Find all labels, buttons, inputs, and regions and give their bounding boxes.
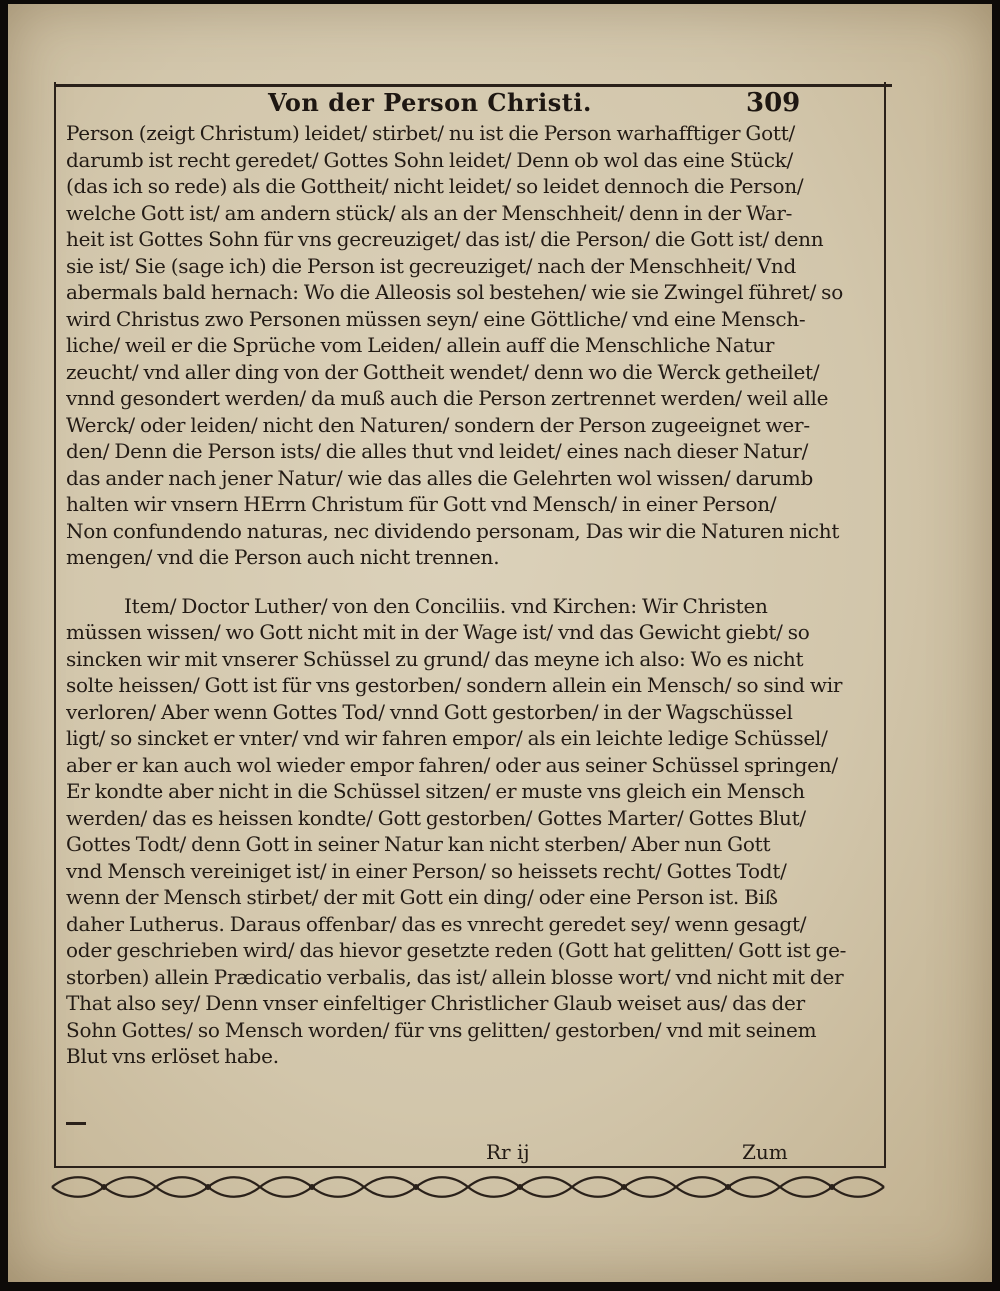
text-line: sie ist/ Sie (sage ich) die Person ist gecreuziget/ nach der Menschheit/ Vnd bbox=[66, 253, 797, 278]
text-line: ligt/ so sincket er vnter/ vnd wir fahren empor/ als ein leichte ledige Schüssel/ bbox=[66, 726, 828, 750]
text-line: den/ Denn die Person ists/ die alles thut vnd leidet/ eines nach dieser Natur/ bbox=[66, 439, 809, 463]
text-line: daher Lutherus. Daraus offenbar/ das es vnrecht geredet sey/ wenn gesagt/ bbox=[66, 911, 807, 936]
text-line: solte heissen/ Gott ist für vns gestorben/ sondern allein ein Mensch/ so sind wir bbox=[66, 673, 843, 697]
text-line: werden/ das es heissen kondte/ Gott gestorben/ Gottes Marter/ Gottes Blut/ bbox=[66, 805, 806, 830]
paragraph-gap bbox=[66, 571, 882, 593]
text-line: Gottes Todt/ denn Gott in seiner Natur kan nicht sterben/ Aber nun Gott bbox=[66, 832, 771, 856]
text-line: mengen/ vnd die Person auch nicht trennen. bbox=[66, 545, 500, 569]
text-line: aber er kan auch wol wieder empor fahren/ oder aus seiner Schüssel springen/ bbox=[66, 752, 838, 777]
ornamental-border bbox=[48, 1170, 888, 1204]
text-line: halten wir vnsern HErrn Christum für Gott vnd Mensch/ in einer Person/ bbox=[66, 492, 777, 516]
text-line: oder geschrieben wird/ das hievor gesetzte reden (Gott hat gelitten/ Gott ist ge- bbox=[66, 938, 847, 962]
text-line: zeucht/ vnd aller ding von der Gottheit wendet/ denn wo die Werck getheilet/ bbox=[66, 359, 820, 384]
text-line: sincken wir mit vnserer Schüssel zu grund/ das meyne ich also: Wo es nicht bbox=[66, 646, 804, 671]
text-line: wenn der Mensch stirbet/ der mit Gott ein ding/ oder eine Person ist. Biß bbox=[66, 885, 778, 909]
text-line: liche/ weil er die Sprüche vom Leiden/ allein auff die Menschliche Natur bbox=[66, 333, 775, 357]
text-line: müssen wissen/ wo Gott nicht mit in der Wage ist/ vnd das Gewicht giebt/ so bbox=[66, 620, 810, 644]
frame-rule-top bbox=[56, 84, 892, 87]
text-line: welche Gott ist/ am andern stück/ als an der Menschheit/ denn in der War- bbox=[66, 200, 793, 225]
text-line: darumb ist recht geredet/ Gottes Sohn leidet/ Denn ob wol das eine Stück/ bbox=[66, 147, 794, 172]
body-text bbox=[66, 120, 882, 1070]
text-line: Blut vns erlöset habe. bbox=[66, 1044, 279, 1068]
text-line: vnnd gesondert werden/ da muß auch die Person zertrennet werden/ weil alle bbox=[66, 386, 829, 410]
signature-row bbox=[66, 1140, 836, 1168]
text-line: Werck/ oder leiden/ nicht den Naturen/ sondern der Person zugeeignet wer- bbox=[66, 412, 810, 437]
text-line: storben) allein Prædicatio verbalis, das ist/ allein blosse wort/ vnd nicht mit der bbox=[66, 964, 844, 989]
text-line: That also sey/ Denn vnser einfeltiger Christlicher Glaub weiset aus/ das der bbox=[66, 991, 805, 1015]
text-line: Person (zeigt Christum) leidet/ stirbet/ nu ist die Person warhafftiger Gott/ bbox=[66, 121, 795, 145]
text-line: heit ist Gottes Sohn für vns gecreuziget/ das ist/ die Person/ die Gott ist/ denn bbox=[66, 227, 824, 251]
text-line: (das ich so rede) als die Gottheit/ nicht leidet/ so leidet dennoch die Person/ bbox=[66, 174, 804, 198]
text-line: verloren/ Aber wenn Gottes Tod/ vnnd Gott gestorben/ in der Wagschüssel bbox=[66, 699, 793, 724]
book-page bbox=[8, 4, 992, 1282]
text-line: Sohn Gottes/ so Mensch worden/ für vns gelitten/ gestorben/ vnd mit seinem bbox=[66, 1017, 817, 1042]
text-line: wird Christus zwo Personen müssen seyn/ eine Göttliche/ vnd eine Mensch- bbox=[66, 306, 806, 331]
frame-rule-left bbox=[54, 82, 56, 1168]
page-number: 309 bbox=[746, 88, 801, 118]
signature-mark: Rr ij bbox=[486, 1140, 530, 1164]
text-line: abermals bald hernach: Wo die Alleosis sol bestehen/ wie sie Zwingel führet/ so bbox=[66, 280, 843, 304]
end-dash bbox=[66, 1122, 86, 1125]
frame-rule-right bbox=[884, 82, 886, 1168]
text-line: das ander nach jener Natur/ wie das alles die Gelehrten wol wissen/ darumb bbox=[66, 465, 814, 490]
text-line: Er kondte aber nicht in die Schüssel sitzen/ er muste vns gleich ein Mensch bbox=[66, 779, 805, 803]
text-line: Item/ Doctor Luther/ von den Conciliis. vnd Kirchen: Wir Christen bbox=[124, 593, 768, 618]
text-line: vnd Mensch vereiniget ist/ in einer Person/ so heissets recht/ Gottes Todt/ bbox=[66, 858, 787, 883]
running-head: Von der Person Christi. bbox=[268, 88, 592, 117]
text-line: Non confundendo naturas, nec dividendo personam, Das wir die Naturen nicht bbox=[66, 518, 840, 543]
catchword: Zum bbox=[742, 1140, 788, 1164]
